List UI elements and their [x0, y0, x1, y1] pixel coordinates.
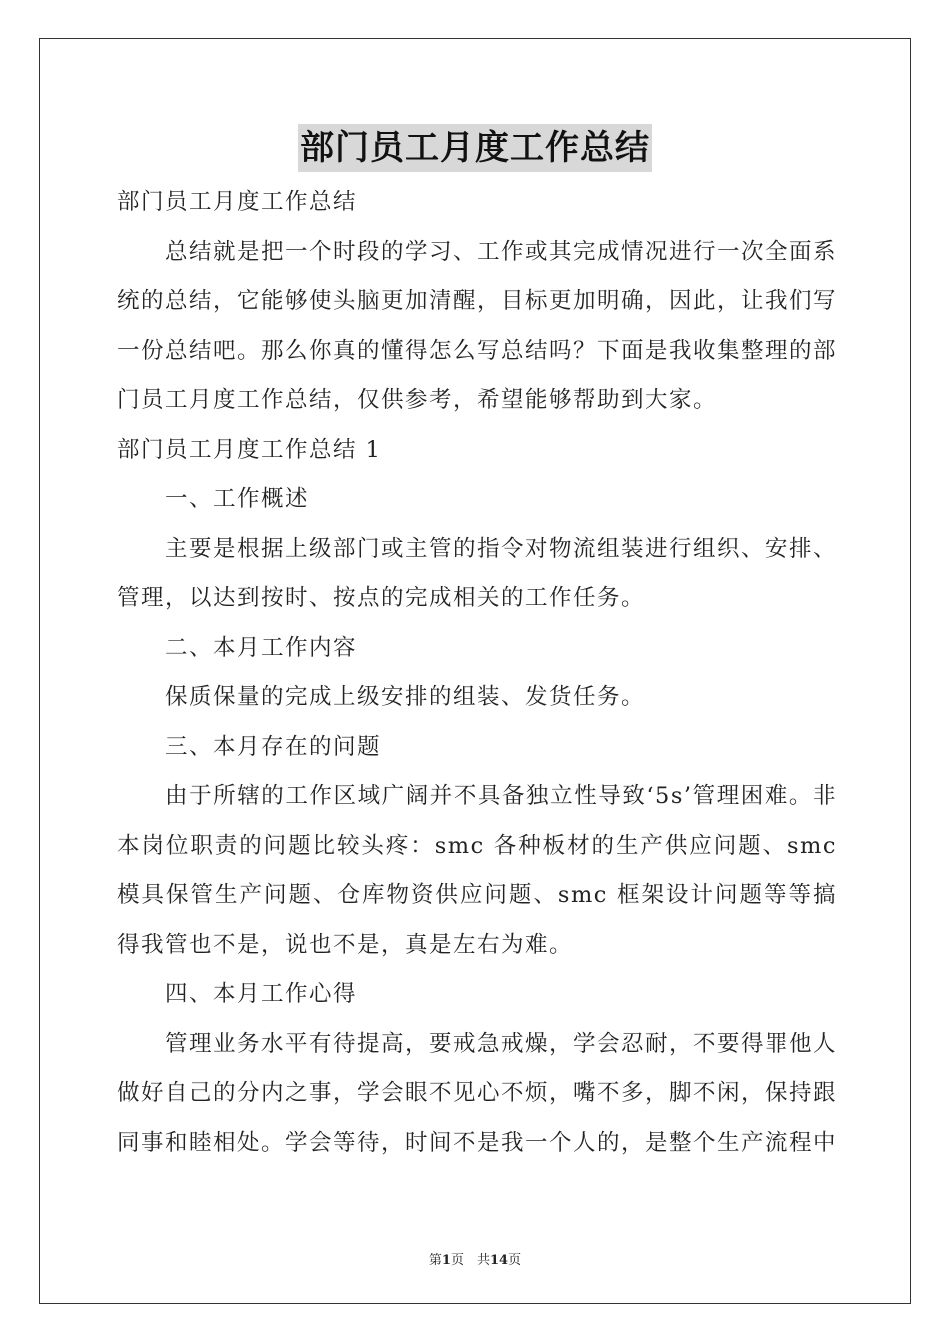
heading-insights: 四、本月工作心得: [165, 981, 358, 1007]
paragraph-content: 保质保量的完成上级安排的组装、发货任务。: [165, 684, 646, 710]
footer-page-total: 14: [489, 1253, 509, 1268]
paragraph-subtitle: 部门员工月度工作总结: [117, 189, 358, 215]
paragraph-intro: 总结就是把一个时段的学习、工作或其完成情况进行一次全面系统的总结，它能够使头脑更加清醒，目标更加明确，因此，让我们写一份总结吧。那么你真的懂得怎么写总结吗？下面是我收集整理的部门员工月度工作总结，仅供参考，希望能够帮助到大家。: [117, 238, 838, 413]
paragraph-overview: 主要是根据上级部门或主管的指令对物流组装进行组织、安排、管理，以达到按时、按点的完成相关的工作任务。: [117, 535, 838, 611]
document-title: 部门员工月度工作总结: [298, 124, 652, 172]
heading-content: 二、本月工作内容: [165, 634, 358, 661]
footer-prefix: 第: [428, 1253, 442, 1268]
footer-mid: 页 共: [450, 1253, 490, 1268]
footer-suffix: 页: [508, 1253, 522, 1268]
paragraph-problems: 由于所辖的工作区域广阔并不具备独立性导致‘5s’管理困难。非本岗位职责的问题比较头疼：smc 各种板材的生产供应问题、smc 模具保管生产问题、仓库物资供应问题、smc 框架设计问题等等搞得我管也不是，说也不是，真是左右为难。: [117, 783, 837, 958]
section-heading-1: 部门员工月度工作总结 1: [117, 436, 382, 463]
paragraph-insights: 管理业务水平有待提高，要戒急戒燥，学会忍耐，不要得罪他人做好自己的分内之事，学会眼不见心不烦，嘴不多，脚不闲，保持跟同事和睦相处。学会等待，时间不是我一个人的，是整个生产流程中: [117, 1030, 838, 1156]
footer-page-current: 1: [441, 1253, 451, 1268]
title-wrapper: [0, 124, 950, 172]
heading-problems: 三、本月存在的问题: [165, 733, 382, 760]
page-footer: [0, 1249, 950, 1268]
document-body: [117, 178, 837, 1168]
heading-overview: 一、工作概述: [165, 486, 310, 512]
